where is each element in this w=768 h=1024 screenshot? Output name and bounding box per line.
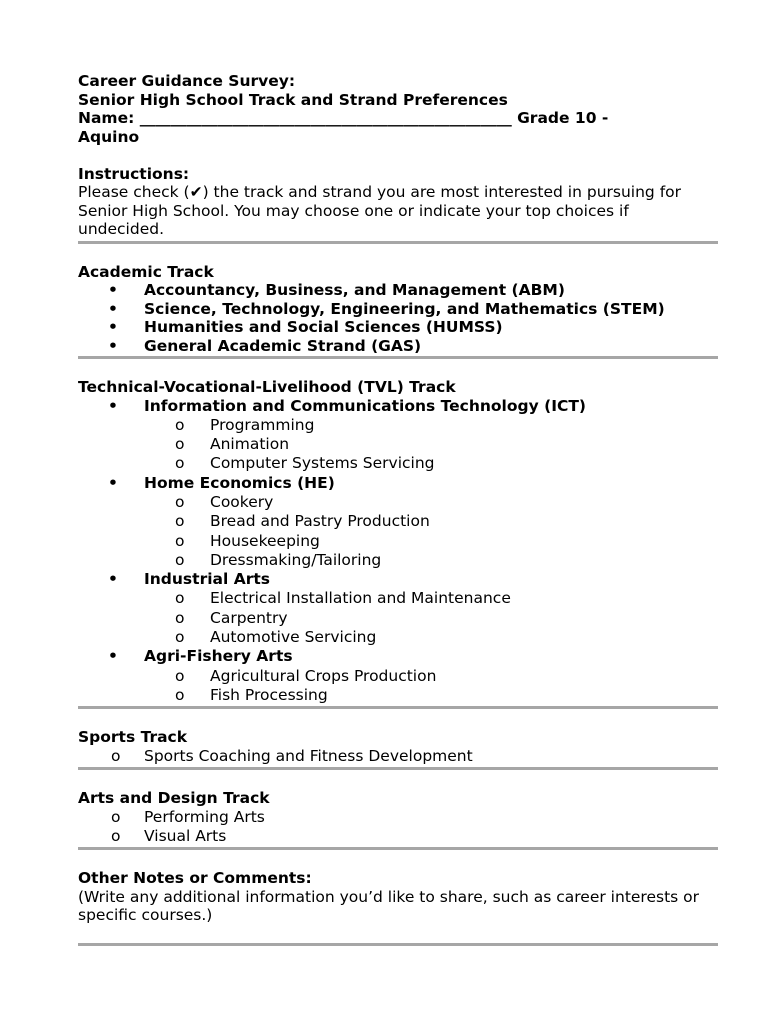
circle-bullet-icon: o [175, 685, 185, 704]
bullet-icon: • [108, 473, 118, 492]
bullet-icon: • [108, 336, 118, 355]
list-subitem: o Agricultural Crops Production [175, 666, 437, 685]
circle-bullet-icon: o [175, 435, 185, 454]
list-subitem: o Sports Coaching and Fitness Development [111, 746, 473, 765]
survey-subtitle: Senior High School Track and Strand Preferences [78, 90, 508, 109]
instructions-text: Please check (✔) the track and strand you are most interested in pursuing for Senior High School. You may choose one or indicate your top choices if undecided. [78, 183, 682, 238]
list-item: • Industrial Arts [108, 570, 270, 589]
list-item: • Information and Communications Technology (ICT) [108, 396, 586, 415]
list-subitem: o Automotive Servicing [175, 628, 377, 647]
bullet-icon: • [108, 318, 118, 336]
list-item: • Science, Technology, Engineering, and Mathematics (STEM) [108, 299, 665, 318]
list-subitem: o Dressmaking/Tailoring [175, 550, 382, 569]
survey-title: Career Guidance Survey: [78, 72, 296, 90]
list-item: • Agri-Fishery Arts [108, 647, 293, 666]
academic-strand-list [78, 281, 718, 355]
list-subitem: o Visual Arts [111, 826, 227, 845]
comment-line [78, 943, 718, 946]
name-grade-line: Name: ________________________________________________ Grade 10 - [78, 109, 609, 127]
circle-bullet-icon: o [111, 826, 121, 845]
list-item: • Home Economics (HE) [108, 473, 335, 492]
list-subitem: o Programming [175, 415, 315, 434]
list-subitem: o Fish Processing [175, 685, 328, 704]
tvl-strand-list [78, 397, 718, 706]
tvl-track-heading: Technical-Vocational-Livelihood (TVL) Track [78, 378, 456, 396]
section-name: Aquino [78, 127, 140, 146]
circle-bullet-icon: o [175, 666, 185, 685]
notes-heading: Other Notes or Comments: [78, 869, 312, 888]
list-item: • Humanities and Social Sciences (HUMSS) [108, 318, 503, 336]
survey-document [78, 72, 718, 946]
list-subitem: o Carpentry [175, 608, 288, 627]
bullet-icon: • [108, 647, 118, 666]
circle-bullet-icon: o [175, 415, 185, 434]
notes-instructions: (Write any additional information you’d like to share, such as career interests or specific courses.) [78, 887, 700, 925]
academic-track-heading: Academic Track [78, 262, 214, 281]
circle-bullet-icon: o [175, 628, 185, 647]
arts-track-heading: Arts and Design Track [78, 789, 270, 808]
circle-bullet-icon: o [175, 550, 185, 569]
list-subitem: o Electrical Installation and Maintenance [175, 589, 511, 608]
circle-bullet-icon: o [175, 531, 185, 550]
circle-bullet-icon: o [175, 589, 185, 608]
instructions-heading: Instructions: [78, 164, 190, 183]
list-subitem: o Housekeeping [175, 531, 320, 550]
list-subitem: o Performing Arts [111, 807, 265, 826]
list-subitem: o Computer Systems Servicing [175, 454, 435, 473]
list-subitem: o Animation [175, 435, 290, 454]
bullet-icon: • [108, 396, 118, 415]
bullet-icon: • [108, 570, 118, 589]
circle-bullet-icon: o [175, 512, 185, 531]
circle-bullet-icon: o [175, 608, 185, 627]
circle-bullet-icon: o [111, 807, 121, 826]
circle-bullet-icon: o [111, 746, 121, 765]
sports-track-heading: Sports Track [78, 728, 188, 747]
circle-bullet-icon: o [175, 454, 185, 473]
list-item: • Accountancy, Business, and Management (ABM) [108, 281, 565, 299]
bullet-icon: • [108, 281, 118, 299]
list-subitem: o Bread and Pastry Production [175, 512, 430, 531]
circle-bullet-icon: o [175, 492, 185, 511]
list-subitem: o Cookery [175, 492, 274, 511]
bullet-icon: • [108, 299, 118, 318]
list-item: • General Academic Strand (GAS) [108, 336, 422, 355]
